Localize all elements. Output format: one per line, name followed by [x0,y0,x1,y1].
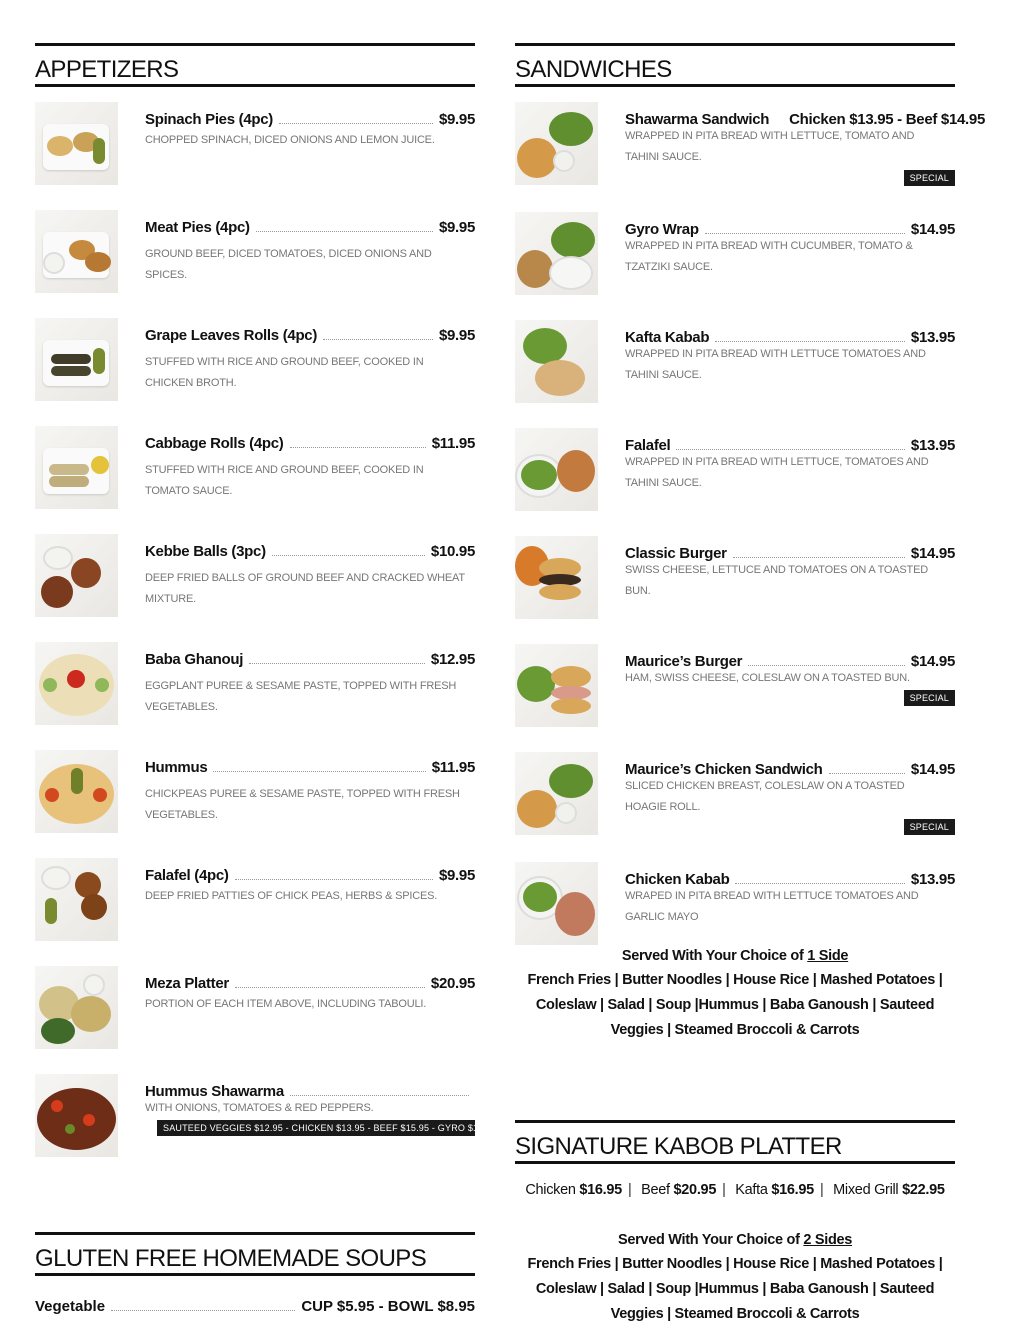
item-description: WRAPPED IN PITA BREAD WITH LETTUCE TOMATOES AND TAHINI SAUCE. [625,348,926,381]
item-name: Vegetable [35,1298,106,1315]
sandwiches-header [515,43,955,87]
soups-header [35,1232,475,1276]
item-description: WRAPED IN PITA BREAD WITH LETTUCE TOMATOES AND GARLIC MAYO [625,890,919,923]
chicken-kabab-photo [515,862,598,945]
item-name: Classic Burger [625,545,727,562]
item-description: SWISS CHEESE, LETTUCE AND TOMATOES ON A TOASTED BUN. [625,564,928,597]
menu-item [35,966,475,1056]
item-price: Chicken $13.95 - Beef $14.95 [789,111,985,128]
item-description: DEEP FRIED BALLS OF GROUND BEEF AND CRACKED WHEAT MIXTURE. [145,572,465,605]
item-name: Hummus [145,759,208,776]
kebbe-balls-photo [35,534,118,617]
sides-list: French Fries | Butter Noodles | House Rice | Mashed Potatoes | Coleslaw | Salad | Soup |Hummus | Baba Ganoush | Sauteed Veggies | Steamed Broccoli & Carrots [527,1256,943,1322]
platter-header [515,1120,955,1164]
item-description: WRAPPED IN PITA BREAD WITH LETTUCE, TOMATO AND TAHINI SAUCE. [625,130,915,163]
menu-item [515,320,955,410]
item-description: HAM, SWISS CHEESE, COLESLAW ON A TOASTED BUN. [625,672,910,684]
sides-count: 1 Side [807,948,849,964]
menu-item [35,102,475,192]
soup-item [35,1293,475,1315]
menu-item [35,210,475,300]
item-name: Shawarma Sandwich [625,111,770,128]
soups-title: GLUTEN FREE HOMEMADE SOUPS [35,1245,427,1272]
item-name: Spinach Pies (4pc) [145,111,273,128]
item-price: $14.95 [910,761,955,778]
sandwich-sides-info [515,948,955,1043]
platter-sides-info [515,1232,955,1327]
item-price: $10.95 [430,543,475,560]
menu-item [515,102,985,192]
item-description: GROUND BEEF, DICED TOMATOES, DICED ONIONS AND SPICES. [145,248,432,281]
meat-pies-photo [35,210,118,293]
platter-option: Beef $20.95 [641,1182,717,1198]
platter-prices: Chicken $16.95 | Beef $20.95 | Kafta $16.95 | Mixed Grill $22.95 [525,1182,945,1198]
platter-title: SIGNATURE KABOB PLATTER [515,1133,842,1160]
falafel-photo [35,858,118,941]
item-name: Cabbage Rolls (4pc) [145,435,284,452]
item-description: CHOPPED SPINACH, DICED ONIONS AND LEMON JUICE. [145,134,435,146]
item-name: Gyro Wrap [625,221,699,238]
sides-heading: Served With Your Choice of 1 Side [621,948,849,964]
hummus-shawarma-photo [35,1074,118,1157]
platter-option: Mixed Grill $22.95 [833,1182,945,1198]
item-name: Maurice’s Chicken Sandwich [625,761,823,778]
item-name: Falafel (4pc) [145,867,229,884]
menu-item [515,644,955,734]
shawarma-sandwich-photo [515,102,598,185]
item-name: Kebbe Balls (3pc) [145,543,266,560]
item-name: Chicken Kabab [625,871,730,888]
baba-ghanouj-photo [35,642,118,725]
falafel-sandwich-photo [515,428,598,511]
item-description: STUFFED WITH RICE AND GROUND BEEF, COOKED IN CHICKEN BROTH. [145,356,424,389]
spinach-pies-photo [35,102,118,185]
maurices-burger-photo [515,644,598,727]
special-badge: SPECIAL [904,690,955,706]
special-badge: SPECIAL [904,170,955,186]
item-price: $9.95 [438,867,475,884]
menu-item [35,642,475,732]
special-badge: SPECIAL [904,819,955,835]
sandwiches-title: SANDWICHES [515,56,672,83]
item-description: EGGPLANT PUREE & SESAME PASTE, TOPPED WITH FRESH VEGETABLES. [145,680,457,713]
appetizers-header [35,43,475,87]
menu-item [35,318,475,408]
item-price: $13.95 [910,437,955,454]
menu-item [515,752,955,842]
item-name: Grape Leaves Rolls (4pc) [145,327,318,344]
sides-list: French Fries | Butter Noodles | House Rice | Mashed Potatoes | Coleslaw | Salad | Soup |Hummus | Baba Ganoush | Sauteed Veggies | Steamed Broccoli & Carrots [527,972,943,1038]
menu-item [35,750,475,840]
classic-burger-photo [515,536,598,619]
appetizers-title: APPETIZERS [35,56,179,83]
item-price: $14.95 [910,545,955,562]
menu-item [35,1074,497,1164]
menu-item [515,428,955,518]
item-name: Maurice’s Burger [625,653,743,670]
item-name: Falafel [625,437,671,454]
grape-leaves-photo [35,318,118,401]
cabbage-rolls-photo [35,426,118,509]
item-price: $9.95 [438,327,475,344]
item-description: PORTION OF EACH ITEM ABOVE, INCLUDING TABOULI. [145,998,427,1010]
item-description: DEEP FRIED PATTIES OF CHICK PEAS, HERBS & SPICES. [145,890,438,902]
item-description: SLICED CHICKEN BREAST, COLESLAW ON A TOASTED HOAGIE ROLL. [625,780,905,813]
item-price: $11.95 [431,759,475,776]
item-price: $11.95 [431,435,475,452]
kafta-kabab-photo [515,320,598,403]
maurices-chicken-sandwich-photo [515,752,598,835]
item-description: WRAPPED IN PITA BREAD WITH CUCUMBER, TOMATO & TZATZIKI SAUCE. [625,240,913,273]
menu-item [515,212,955,302]
menu-item [515,536,955,626]
item-price: $9.95 [438,219,475,236]
item-name: Baba Ghanouj [145,651,244,668]
item-price: $12.95 [430,651,475,668]
item-name: Hummus Shawarma [145,1083,284,1100]
item-description: STUFFED WITH RICE AND GROUND BEEF, COOKED IN TOMATO SAUCE. [145,464,424,497]
meza-platter-photo [35,966,118,1049]
platter-option: Chicken $16.95 [525,1182,622,1198]
item-price: $14.95 [910,221,955,238]
item-name: Meat Pies (4pc) [145,219,250,236]
menu-item [35,426,475,516]
item-price: $13.95 [910,871,955,888]
item-price: $13.95 [910,329,955,346]
item-price: $9.95 [438,111,475,128]
item-price: $20.95 [430,975,475,992]
price-options-badge: SAUTEED VEGGIES $12.95 - CHICKEN $13.95 - BEEF $15.95 - GYRO $14.95 [157,1120,475,1136]
item-name: Kafta Kabab [625,329,710,346]
item-price: $14.95 [910,653,955,670]
item-name: Meza Platter [145,975,229,992]
menu-item [35,534,475,624]
sides-count: 2 Sides [803,1232,853,1248]
item-description: WRAPPED IN PITA BREAD WITH LETTUCE, TOMATOES AND TAHINI SAUCE. [625,456,929,489]
menu-item [515,862,955,952]
item-description: WITH ONIONS, TOMATOES & RED PEPPERS. [145,1102,374,1114]
gyro-wrap-photo [515,212,598,295]
hummus-photo [35,750,118,833]
platter-option: Kafta $16.95 [735,1182,814,1198]
item-price: CUP $5.95 - BOWL $8.95 [301,1298,475,1315]
item-description: CHICKPEAS PUREE & SESAME PASTE, TOPPED WITH FRESH VEGETABLES. [145,788,460,821]
sides-heading: Served With Your Choice of 2 Sides [617,1232,853,1248]
menu-item [35,858,475,948]
